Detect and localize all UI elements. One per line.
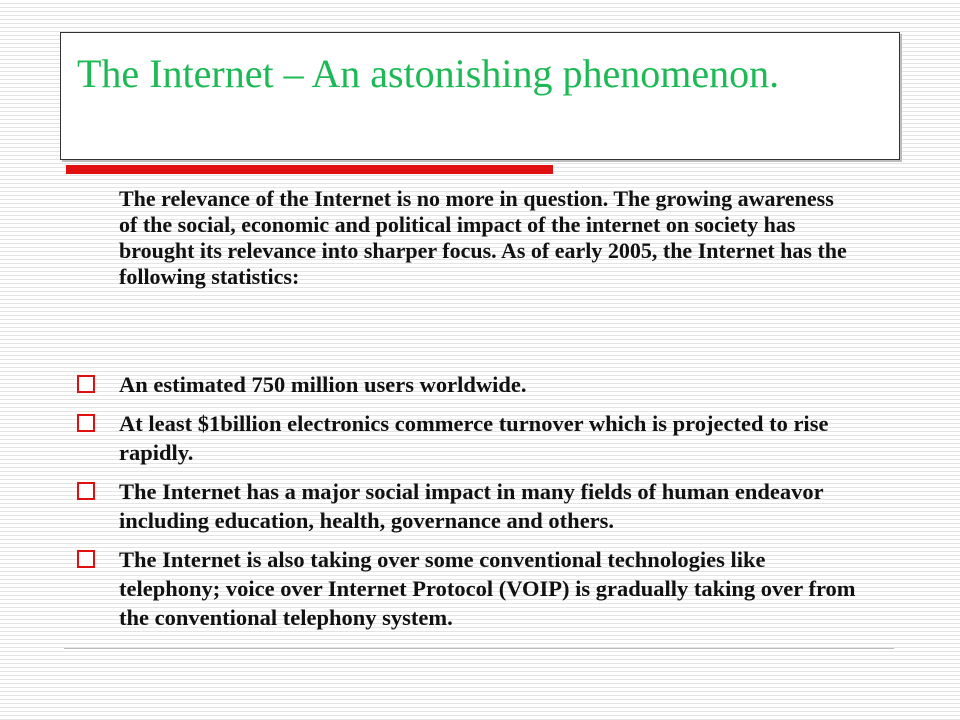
bullet-text: The Internet is also taking over some conventional technologies like telephony; voice over Internet Protocol (VOIP) is gradually taking over from the conventional telephony system. [119, 547, 856, 630]
hollow-square-bullet-icon [77, 482, 95, 500]
bullet-text: An estimated 750 million users worldwide. [119, 372, 527, 397]
bullet-text: The Internet has a major social impact in many fields of human endeavor including education, health, governance and others. [119, 479, 824, 533]
slide-title: The Internet – An astonishing phenomenon. [77, 51, 780, 96]
intro-paragraph: The relevance of the Internet is no more in question. The growing awareness of the social, economic and political impact of the internet on society has brought its relevance into sharper focus. As of early 2005, the Internet has the following statistics: [119, 186, 847, 289]
hollow-square-bullet-icon [77, 414, 95, 432]
bottom-rule [64, 648, 894, 649]
bullet-item [0, 370, 867, 399]
bullet-item [0, 477, 867, 535]
hollow-square-bullet-icon [77, 550, 95, 568]
title-box [60, 32, 900, 160]
bullet-item [0, 409, 867, 467]
title-underline [66, 165, 553, 174]
hollow-square-bullet-icon [77, 375, 95, 393]
bullet-text: At least $1billion electronics commerce turnover which is projected to rise rapidly. [119, 411, 829, 465]
bullet-item [0, 545, 867, 632]
bullet-list [0, 370, 960, 632]
